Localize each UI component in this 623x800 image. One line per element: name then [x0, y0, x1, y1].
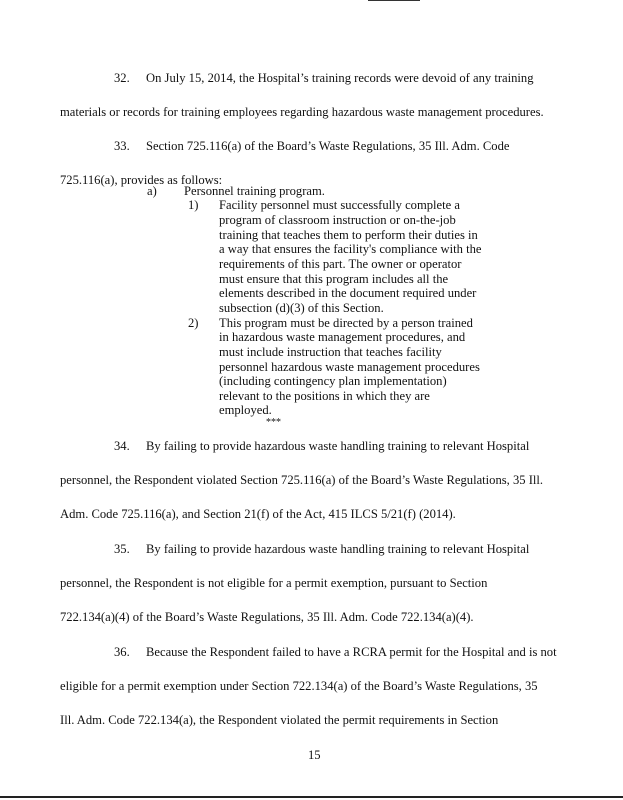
- para-32-number: 32.: [114, 71, 130, 85]
- para-35-line: personnel, the Respondent is not eligible for a permit exemption, pursuant to Section: [60, 576, 488, 590]
- quote-item-2-line: relevant to the positions in which they are: [219, 389, 430, 403]
- scan-mark: [368, 0, 420, 1]
- quote-item-2-line: This program must be directed by a person trained: [219, 316, 473, 330]
- quote-item-2-label: 2): [188, 316, 199, 330]
- quote-item-1-label: 1): [188, 198, 199, 212]
- quote-item-2-line: personnel hazardous waste management procedures: [219, 360, 480, 374]
- quote-ellipsis: ***: [266, 417, 281, 428]
- quote-item-1-line: elements described in the document required under: [219, 286, 477, 300]
- para-34-line: personnel, the Respondent violated Section 725.116(a) of the Board’s Waste Regulations, 35 Ill.: [60, 473, 544, 487]
- para-36-line: Because the Respondent failed to have a RCRA permit for the Hospital and is not: [146, 645, 557, 659]
- para-33-number: 33.: [114, 139, 130, 153]
- para-36-line: Ill. Adm. Code 722.134(a), the Respondent violated the permit requirements in Section: [60, 713, 499, 727]
- page-number: 15: [308, 748, 321, 762]
- para-36-line: eligible for a permit exemption under Section 722.134(a) of the Board’s Waste Regulations, 35: [60, 679, 538, 693]
- para-35-line: By failing to provide hazardous waste handling training to relevant Hospital: [146, 542, 530, 556]
- quote-item-2-line: must include instruction that teaches facility: [219, 345, 442, 359]
- para-32-line: On July 15, 2014, the Hospital’s training records were devoid of any training: [146, 71, 534, 85]
- para-35-number: 35.: [114, 542, 130, 556]
- quote-item-2-line: (including contingency plan implementation): [219, 374, 447, 388]
- quote-item-1-line: requirements of this part. The owner or operator: [219, 257, 462, 271]
- para-34-line: Adm. Code 725.116(a), and Section 21(f) of the Act, 415 ILCS 5/21(f) (2014).: [60, 507, 456, 521]
- para-34-line: By failing to provide hazardous waste handling training to relevant Hospital: [146, 439, 530, 453]
- quote-item-2-line: in hazardous waste management procedures, and: [219, 330, 466, 344]
- para-32-line: materials or records for training employees regarding hazardous waste management procedures.: [60, 105, 544, 119]
- para-35-line: 722.134(a)(4) of the Board’s Waste Regulations, 35 Ill. Adm. Code 722.134(a)(4).: [60, 610, 474, 624]
- quote-item-1-line: subsection (d)(3) of this Section.: [219, 301, 384, 315]
- para-34-number: 34.: [114, 439, 130, 453]
- quote-item-1-line: program of classroom instruction or on-the-job: [219, 213, 456, 227]
- para-33-line: Section 725.116(a) of the Board’s Waste Regulations, 35 Ill. Adm. Code: [146, 139, 510, 153]
- quote-item-1-line: training that teaches them to perform their duties in: [219, 228, 478, 242]
- page-bottom-border: [0, 796, 623, 798]
- para-33-line: 725.116(a), provides as follows:: [60, 173, 223, 187]
- quote-item-1-line: must ensure that this program includes all the: [219, 272, 449, 286]
- para-36-number: 36.: [114, 645, 130, 659]
- quote-item-2-line: employed.: [219, 403, 272, 417]
- quote-item-1-line: a way that ensures the facility's compliance with the: [219, 242, 482, 256]
- quote-item-1-line: Facility personnel must successfully complete a: [219, 198, 460, 212]
- quote-heading: Personnel training program.: [184, 184, 325, 198]
- quote-label: a): [147, 184, 157, 198]
